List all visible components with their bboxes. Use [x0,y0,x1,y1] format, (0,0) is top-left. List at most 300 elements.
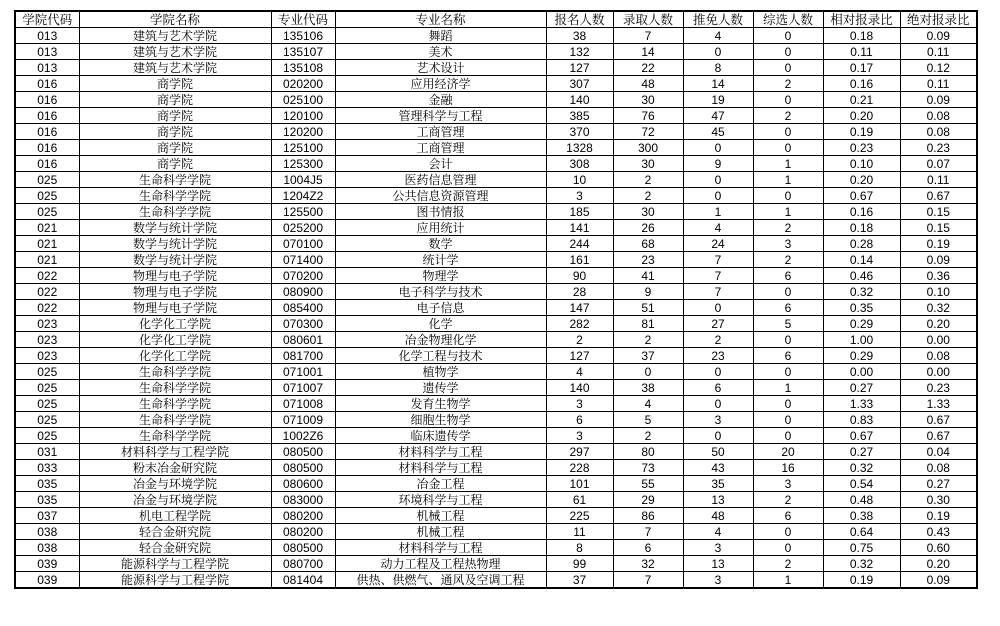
cell-college-name: 冶金与环境学院 [79,476,271,492]
cell-college-name: 材料科学与工程学院 [79,444,271,460]
cell-recommended: 0 [683,364,753,380]
cell-applicants: 370 [546,124,613,140]
cell-relative-ratio: 0.32 [823,556,900,572]
cell-comprehensive: 1 [753,380,823,396]
cell-major-code: 080600 [271,476,335,492]
cell-comprehensive: 0 [753,92,823,108]
cell-college-code: 021 [15,252,79,268]
table-row [15,492,977,508]
cell-college-name: 商学院 [79,108,271,124]
table-row [15,428,977,444]
cell-recommended: 35 [683,476,753,492]
cell-college-code: 025 [15,188,79,204]
cell-major-name: 工商管理 [335,124,546,140]
cell-comprehensive: 0 [753,524,823,540]
cell-recommended: 19 [683,92,753,108]
cell-college-code: 025 [15,364,79,380]
cell-recommended: 45 [683,124,753,140]
cell-recommended: 4 [683,220,753,236]
cell-major-code: 081700 [271,348,335,364]
cell-major-name: 化学 [335,316,546,332]
cell-college-name: 商学院 [79,156,271,172]
cell-comprehensive: 2 [753,252,823,268]
header-relative-ratio: 相对报录比 [823,11,900,28]
cell-comprehensive: 0 [753,124,823,140]
cell-college-name: 轻合金研究院 [79,524,271,540]
cell-applicants: 99 [546,556,613,572]
cell-major-name: 艺术设计 [335,60,546,76]
cell-relative-ratio: 0.11 [823,44,900,60]
cell-applicants: 3 [546,396,613,412]
cell-major-name: 电子信息 [335,300,546,316]
cell-admitted: 30 [613,92,683,108]
cell-major-code: 120100 [271,108,335,124]
cell-relative-ratio: 0.21 [823,92,900,108]
cell-major-name: 会计 [335,156,546,172]
cell-relative-ratio: 0.54 [823,476,900,492]
cell-relative-ratio: 1.00 [823,332,900,348]
cell-relative-ratio: 0.17 [823,60,900,76]
cell-applicants: 101 [546,476,613,492]
cell-college-code: 039 [15,556,79,572]
cell-admitted: 22 [613,60,683,76]
cell-admitted: 2 [613,172,683,188]
cell-absolute-ratio: 0.20 [900,556,977,572]
cell-college-code: 038 [15,524,79,540]
cell-college-code: 016 [15,156,79,172]
table-row [15,316,977,332]
cell-college-name: 物理与电子学院 [79,268,271,284]
cell-college-code: 035 [15,492,79,508]
cell-relative-ratio: 0.32 [823,284,900,300]
header-comprehensive: 综选人数 [753,11,823,28]
cell-major-code: 071007 [271,380,335,396]
cell-college-code: 025 [15,204,79,220]
cell-major-code: 135108 [271,60,335,76]
cell-absolute-ratio: 0.08 [900,124,977,140]
cell-admitted: 6 [613,540,683,556]
cell-recommended: 6 [683,380,753,396]
cell-admitted: 38 [613,380,683,396]
cell-comprehensive: 6 [753,268,823,284]
cell-absolute-ratio: 0.08 [900,348,977,364]
table-row [15,348,977,364]
cell-major-code: 081404 [271,572,335,589]
cell-major-name: 环境科学与工程 [335,492,546,508]
cell-major-name: 机械工程 [335,524,546,540]
cell-major-code: 085400 [271,300,335,316]
cell-absolute-ratio: 0.15 [900,204,977,220]
cell-applicants: 1328 [546,140,613,156]
cell-college-code: 025 [15,396,79,412]
cell-comprehensive: 1 [753,156,823,172]
cell-recommended: 7 [683,252,753,268]
cell-major-name: 机械工程 [335,508,546,524]
cell-applicants: 185 [546,204,613,220]
cell-relative-ratio: 0.35 [823,300,900,316]
cell-applicants: 4 [546,364,613,380]
table-row [15,156,977,172]
cell-major-code: 120200 [271,124,335,140]
cell-applicants: 140 [546,92,613,108]
cell-major-name: 物理学 [335,268,546,284]
cell-college-name: 机电工程学院 [79,508,271,524]
cell-college-name: 建筑与艺术学院 [79,28,271,44]
cell-college-code: 013 [15,28,79,44]
cell-absolute-ratio: 0.11 [900,44,977,60]
cell-admitted: 2 [613,188,683,204]
cell-admitted: 30 [613,156,683,172]
cell-absolute-ratio: 0.67 [900,428,977,444]
cell-admitted: 81 [613,316,683,332]
cell-absolute-ratio: 0.67 [900,412,977,428]
cell-recommended: 1 [683,204,753,220]
table-row [15,524,977,540]
cell-applicants: 307 [546,76,613,92]
cell-recommended: 4 [683,28,753,44]
table-row [15,268,977,284]
cell-major-code: 070100 [271,236,335,252]
cell-absolute-ratio: 0.32 [900,300,977,316]
cell-relative-ratio: 0.28 [823,236,900,252]
cell-admitted: 23 [613,252,683,268]
cell-major-code: 1004J5 [271,172,335,188]
cell-applicants: 3 [546,428,613,444]
cell-college-code: 021 [15,220,79,236]
cell-recommended: 14 [683,76,753,92]
cell-major-code: 135107 [271,44,335,60]
cell-relative-ratio: 0.16 [823,204,900,220]
cell-absolute-ratio: 0.09 [900,28,977,44]
cell-relative-ratio: 0.67 [823,188,900,204]
cell-major-name: 应用统计 [335,220,546,236]
table-row [15,236,977,252]
cell-applicants: 61 [546,492,613,508]
cell-recommended: 7 [683,268,753,284]
cell-applicants: 127 [546,60,613,76]
cell-college-name: 化学化工学院 [79,332,271,348]
cell-college-name: 生命科学学院 [79,412,271,428]
cell-college-name: 数学与统计学院 [79,252,271,268]
cell-relative-ratio: 0.27 [823,380,900,396]
header-absolute-ratio: 绝对报录比 [900,11,977,28]
cell-applicants: 282 [546,316,613,332]
cell-recommended: 43 [683,460,753,476]
cell-recommended: 47 [683,108,753,124]
cell-absolute-ratio: 0.11 [900,172,977,188]
table-row [15,28,977,44]
cell-admitted: 4 [613,396,683,412]
table-row [15,220,977,236]
cell-college-code: 016 [15,108,79,124]
cell-absolute-ratio: 0.00 [900,332,977,348]
cell-admitted: 76 [613,108,683,124]
cell-college-code: 035 [15,476,79,492]
cell-college-code: 022 [15,284,79,300]
cell-college-name: 生命科学学院 [79,188,271,204]
cell-recommended: 8 [683,60,753,76]
cell-applicants: 90 [546,268,613,284]
cell-major-name: 冶金物理化学 [335,332,546,348]
cell-admitted: 48 [613,76,683,92]
cell-relative-ratio: 0.16 [823,76,900,92]
cell-absolute-ratio: 0.19 [900,236,977,252]
cell-admitted: 2 [613,428,683,444]
cell-comprehensive: 20 [753,444,823,460]
table-row [15,140,977,156]
cell-comprehensive: 0 [753,412,823,428]
cell-college-code: 033 [15,460,79,476]
cell-recommended: 50 [683,444,753,460]
cell-applicants: 385 [546,108,613,124]
cell-relative-ratio: 0.29 [823,348,900,364]
cell-college-code: 022 [15,268,79,284]
cell-major-name: 临床遗传学 [335,428,546,444]
table-row [15,252,977,268]
cell-comprehensive: 2 [753,492,823,508]
table-row [15,332,977,348]
header-major-code: 专业代码 [271,11,335,28]
cell-admitted: 14 [613,44,683,60]
cell-applicants: 147 [546,300,613,316]
cell-major-name: 工商管理 [335,140,546,156]
cell-applicants: 140 [546,380,613,396]
table-row [15,124,977,140]
cell-applicants: 161 [546,252,613,268]
cell-absolute-ratio: 0.43 [900,524,977,540]
cell-college-code: 016 [15,76,79,92]
cell-major-code: 080200 [271,524,335,540]
cell-major-name: 冶金工程 [335,476,546,492]
cell-college-code: 016 [15,92,79,108]
cell-applicants: 6 [546,412,613,428]
cell-recommended: 13 [683,492,753,508]
cell-applicants: 308 [546,156,613,172]
cell-college-name: 冶金与环境学院 [79,492,271,508]
table-row [15,44,977,60]
header-row [15,11,977,28]
cell-applicants: 228 [546,460,613,476]
table-row [15,540,977,556]
cell-applicants: 8 [546,540,613,556]
cell-absolute-ratio: 1.33 [900,396,977,412]
cell-recommended: 13 [683,556,753,572]
cell-absolute-ratio: 0.30 [900,492,977,508]
cell-recommended: 0 [683,140,753,156]
cell-recommended: 23 [683,348,753,364]
cell-major-name: 数学 [335,236,546,252]
cell-recommended: 0 [683,172,753,188]
cell-major-code: 125100 [271,140,335,156]
table-body [15,28,977,589]
cell-major-code: 080500 [271,444,335,460]
cell-college-name: 商学院 [79,124,271,140]
cell-recommended: 2 [683,332,753,348]
cell-college-code: 037 [15,508,79,524]
cell-college-code: 021 [15,236,79,252]
cell-comprehensive: 1 [753,172,823,188]
cell-admitted: 68 [613,236,683,252]
cell-comprehensive: 0 [753,540,823,556]
cell-major-name: 应用经济学 [335,76,546,92]
cell-recommended: 24 [683,236,753,252]
cell-applicants: 225 [546,508,613,524]
cell-applicants: 132 [546,44,613,60]
cell-college-name: 粉末冶金研究院 [79,460,271,476]
cell-absolute-ratio: 0.11 [900,76,977,92]
cell-relative-ratio: 0.20 [823,108,900,124]
cell-applicants: 2 [546,332,613,348]
cell-college-name: 建筑与艺术学院 [79,60,271,76]
cell-comprehensive: 3 [753,236,823,252]
table-row [15,572,977,589]
header-admitted: 录取人数 [613,11,683,28]
cell-comprehensive: 1 [753,204,823,220]
cell-admitted: 30 [613,204,683,220]
cell-college-name: 商学院 [79,76,271,92]
cell-applicants: 3 [546,188,613,204]
cell-recommended: 27 [683,316,753,332]
cell-absolute-ratio: 0.27 [900,476,977,492]
cell-admitted: 7 [613,524,683,540]
cell-college-name: 生命科学学院 [79,172,271,188]
cell-major-code: 080900 [271,284,335,300]
cell-admitted: 86 [613,508,683,524]
cell-absolute-ratio: 0.36 [900,268,977,284]
cell-admitted: 51 [613,300,683,316]
cell-relative-ratio: 0.19 [823,124,900,140]
cell-comprehensive: 0 [753,284,823,300]
cell-college-code: 025 [15,412,79,428]
table-row [15,76,977,92]
cell-recommended: 48 [683,508,753,524]
cell-college-code: 023 [15,332,79,348]
cell-applicants: 38 [546,28,613,44]
cell-college-name: 物理与电子学院 [79,284,271,300]
cell-absolute-ratio: 0.12 [900,60,977,76]
cell-comprehensive: 2 [753,220,823,236]
cell-comprehensive: 0 [753,60,823,76]
cell-college-name: 数学与统计学院 [79,220,271,236]
cell-relative-ratio: 0.27 [823,444,900,460]
cell-college-name: 商学院 [79,140,271,156]
cell-major-code: 071001 [271,364,335,380]
cell-comprehensive: 3 [753,476,823,492]
admission-ratio-table [14,10,978,589]
cell-major-code: 070200 [271,268,335,284]
cell-college-code: 023 [15,348,79,364]
table-row [15,300,977,316]
table-row [15,364,977,380]
cell-relative-ratio: 0.23 [823,140,900,156]
table-row [15,172,977,188]
cell-applicants: 37 [546,572,613,589]
cell-major-name: 图书情报 [335,204,546,220]
cell-college-code: 023 [15,316,79,332]
cell-major-code: 125500 [271,204,335,220]
cell-comprehensive: 0 [753,188,823,204]
cell-comprehensive: 2 [753,76,823,92]
header-college-code: 学院代码 [15,11,79,28]
cell-major-name: 医药信息管理 [335,172,546,188]
cell-college-code: 039 [15,572,79,589]
cell-absolute-ratio: 0.19 [900,508,977,524]
cell-major-code: 083000 [271,492,335,508]
cell-comprehensive: 2 [753,108,823,124]
cell-absolute-ratio: 0.60 [900,540,977,556]
cell-college-code: 031 [15,444,79,460]
cell-comprehensive: 6 [753,300,823,316]
table-row [15,108,977,124]
cell-major-name: 动力工程及工程热物理 [335,556,546,572]
cell-major-name: 供热、供燃气、通风及空调工程 [335,572,546,589]
cell-admitted: 26 [613,220,683,236]
cell-absolute-ratio: 0.15 [900,220,977,236]
cell-major-name: 化学工程与技术 [335,348,546,364]
cell-college-name: 生命科学学院 [79,204,271,220]
table-row [15,284,977,300]
cell-comprehensive: 6 [753,508,823,524]
cell-comprehensive: 0 [753,396,823,412]
cell-recommended: 0 [683,44,753,60]
header-college-name: 学院名称 [79,11,271,28]
table-row [15,204,977,220]
cell-major-name: 材料科学与工程 [335,460,546,476]
cell-applicants: 141 [546,220,613,236]
cell-recommended: 3 [683,540,753,556]
cell-relative-ratio: 0.29 [823,316,900,332]
cell-comprehensive: 5 [753,316,823,332]
table-row [15,476,977,492]
cell-applicants: 10 [546,172,613,188]
cell-major-code: 071008 [271,396,335,412]
cell-comprehensive: 6 [753,348,823,364]
cell-major-name: 电子科学与技术 [335,284,546,300]
cell-college-name: 化学化工学院 [79,316,271,332]
cell-major-name: 管理科学与工程 [335,108,546,124]
cell-relative-ratio: 0.64 [823,524,900,540]
cell-applicants: 127 [546,348,613,364]
cell-major-code: 025200 [271,220,335,236]
table-row [15,556,977,572]
cell-college-name: 商学院 [79,92,271,108]
cell-absolute-ratio: 0.00 [900,364,977,380]
cell-college-name: 生命科学学院 [79,364,271,380]
cell-recommended: 0 [683,428,753,444]
cell-comprehensive: 0 [753,332,823,348]
cell-admitted: 7 [613,572,683,589]
cell-recommended: 3 [683,572,753,589]
cell-major-name: 美术 [335,44,546,60]
cell-major-code: 1002Z6 [271,428,335,444]
cell-major-code: 071009 [271,412,335,428]
cell-college-code: 038 [15,540,79,556]
cell-recommended: 9 [683,156,753,172]
cell-admitted: 2 [613,332,683,348]
table-row [15,460,977,476]
cell-relative-ratio: 1.33 [823,396,900,412]
cell-admitted: 73 [613,460,683,476]
cell-comprehensive: 0 [753,364,823,380]
cell-major-code: 125300 [271,156,335,172]
cell-relative-ratio: 0.19 [823,572,900,589]
cell-recommended: 3 [683,412,753,428]
cell-college-name: 数学与统计学院 [79,236,271,252]
cell-major-name: 细胞生物学 [335,412,546,428]
cell-absolute-ratio: 0.09 [900,92,977,108]
cell-major-code: 071400 [271,252,335,268]
cell-comprehensive: 0 [753,428,823,444]
